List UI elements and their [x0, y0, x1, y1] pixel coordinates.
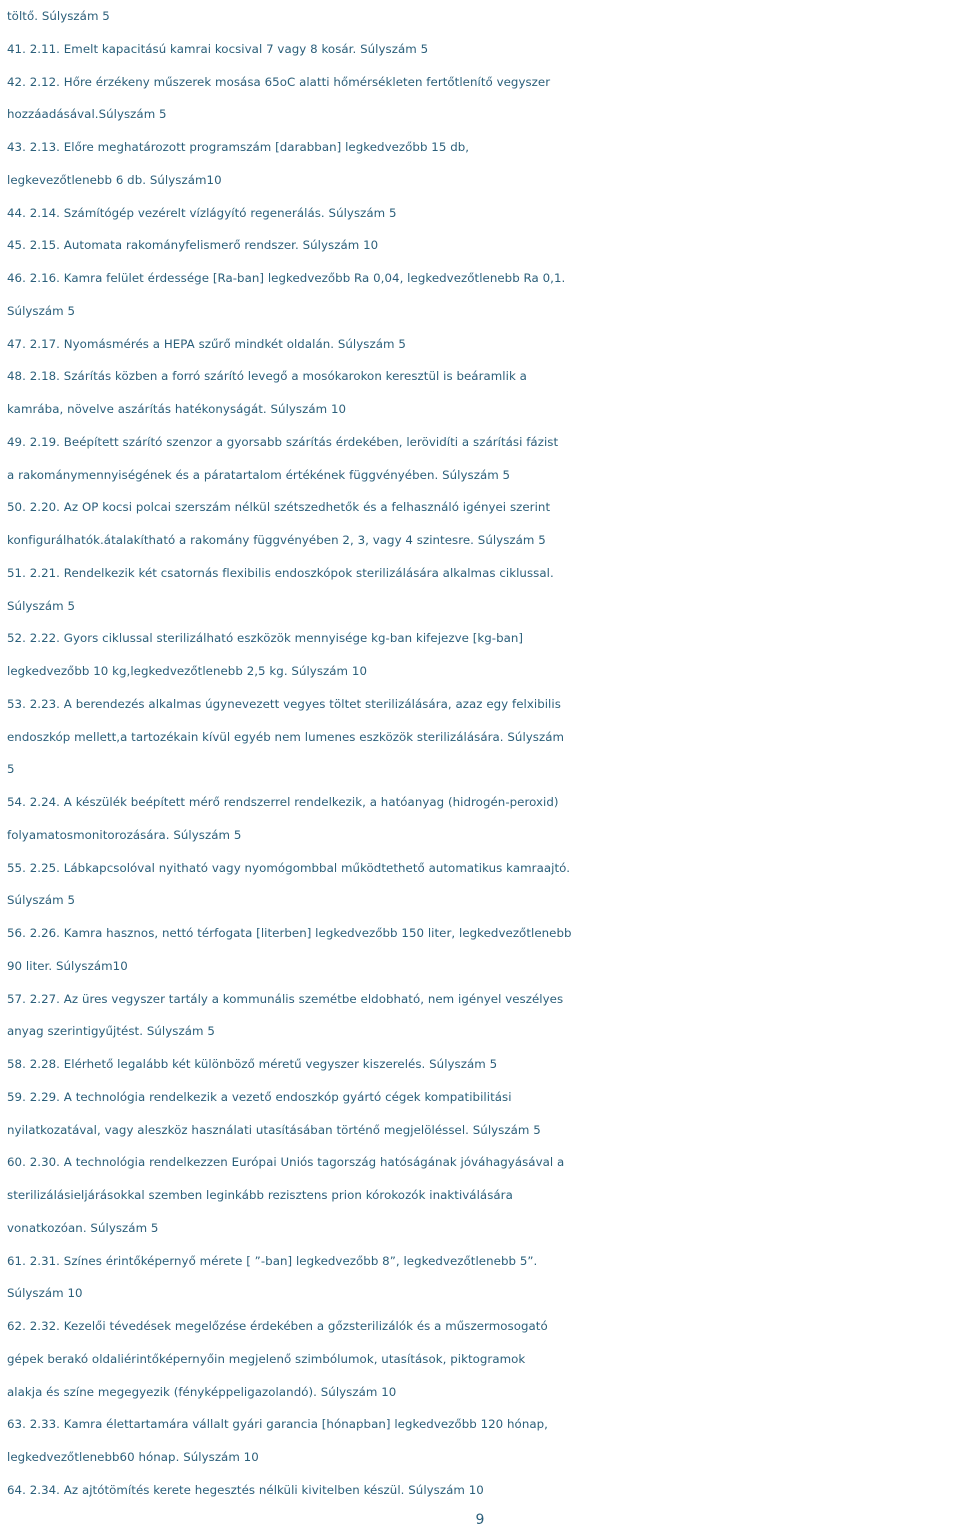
- text-line: 43. 2.13. Előre meghatározott programszám [darabban] legkedvezőbb 15 db,: [7, 140, 470, 154]
- text-line: gépek berakó oldaliérintőképernyőin megjelenő szimbólumok, utasítások, piktogramok: [7, 1351, 526, 1366]
- text-line: 63. 2.33. Kamra élettartamára vállalt gyári garancia [hónapban] legkedvezőbb 120 hónap,: [7, 1417, 548, 1432]
- text-line: legkedvezőbb 10 kg,legkedvezőtlenebb 2,5 kg. Súlyszám 10: [7, 664, 368, 678]
- text-line: 46. 2.16. Kamra felület érdessége [Ra-ban] legkedvezőbb Ra 0,04, legkedvezőtlenebb Ra 0,1.: [7, 271, 566, 285]
- text-line: a rakománymennyiségének és a páratartalom értékének függvényében. Súlyszám 5: [7, 467, 511, 482]
- text-line: 54. 2.24. A készülék beépített mérő rendszerrel rendelkezik, a hatóanyag (hidrogén-peroxid): [7, 795, 559, 809]
- text-line: 41. 2.11. Emelt kapacitású kamrai kocsival 7 vagy 8 kosár. Súlyszám 5: [7, 41, 429, 56]
- text-line: konfigurálhatók.átalakítható a rakomány függvényében 2, 3, vagy 4 szintesre. Súlyszám 5: [7, 533, 546, 547]
- text-line: 59. 2.29. A technológia rendelkezik a vezető endoszkóp gyártó cégek kompatibilitási: [7, 1089, 512, 1104]
- text-line: anyag szerintigyűjtést. Súlyszám 5: [7, 1024, 215, 1039]
- text-line: töltő. Súlyszám 5: [7, 9, 110, 23]
- text-line: hozzáadásával.Súlyszám 5: [7, 107, 167, 122]
- text-line: 48. 2.18. Szárítás közben a forró szárító levegő a mosókarokon keresztül is beáramlik a: [7, 369, 527, 384]
- text-line: 62. 2.32. Kezelői tévedések megelőzése érdekében a gőzsterilizálók és a műszermosogató: [7, 1319, 548, 1333]
- text-line: legkedvezőtlenebb60 hónap. Súlyszám 10: [7, 1450, 259, 1464]
- text-line: 55. 2.25. Lábkapcsolóval nyitható vagy nyomógombbal működtethető automatikus kamraajtó.: [7, 860, 570, 875]
- text-line: 90 liter. Súlyszám10: [7, 958, 128, 973]
- document-body: [7, 0, 959, 1507]
- text-line: 49. 2.19. Beépített szárító szenzor a gyorsabb szárítás érdekében, lerövidíti a szárítási fázist: [7, 434, 559, 449]
- text-line: 64. 2.34. Az ajtótömítés kerete hegesztés nélküli kivitelben készül. Súlyszám 10: [7, 1482, 484, 1497]
- text-line: nyilatkozatával, vagy aleszköz használati utasításában történő megjelöléssel. Súlyszám 5: [7, 1122, 541, 1137]
- page-number: 9: [475, 1512, 485, 1528]
- text-line: 58. 2.28. Elérhető legalább két különböző méretű vegyszer kiszerelés. Súlyszám 5: [7, 1057, 498, 1071]
- text-line: Súlyszám 5: [7, 598, 76, 613]
- text-line: legkevezőtlenebb 6 db. Súlyszám10: [7, 172, 222, 187]
- text-line: folyamatosmonitorozására. Súlyszám 5: [7, 827, 242, 842]
- text-line: 5: [7, 762, 15, 777]
- text-line: 56. 2.26. Kamra hasznos, nettó térfogata [literben] legkedvezőbb 150 liter, legkedvezőtlenebb: [7, 926, 572, 940]
- text-line: 45. 2.15. Automata rakományfelismerő rendszer. Súlyszám 10: [7, 238, 379, 253]
- text-line: Súlyszám 5: [7, 893, 76, 908]
- text-line: 51. 2.21. Rendelkezik két csatornás flexibilis endoszkópok sterilizálására alkalmas ciklussal.: [7, 565, 554, 580]
- text-line: vonatkozóan. Súlyszám 5: [7, 1220, 159, 1235]
- text-line: alakja és színe megegyezik (fényképpeligazolandó). Súlyszám 10: [7, 1384, 397, 1399]
- text-line: 60. 2.30. A technológia rendelkezzen Európai Uniós tagország hatóságának jóváhagyásával a: [7, 1155, 565, 1170]
- text-line: 57. 2.27. Az üres vegyszer tartály a kommunális szemétbe eldobható, nem igényel veszélyes: [7, 991, 564, 1006]
- text-line: Súlyszám 5: [7, 303, 76, 318]
- text-line: 42. 2.12. Hőre érzékeny műszerek mosása 65oC alatti hőmérsékleten fertőtlenítő vegyszer: [7, 74, 551, 89]
- text-line: 47. 2.17. Nyomásmérés a HEPA szűrő mindkét oldalán. Súlyszám 5: [7, 336, 406, 351]
- text-line: 61. 2.31. Színes érintőképernyő mérete [ ”-ban] legkedvezőbb 8”, legkedvezőtlenebb 5”.: [7, 1253, 538, 1268]
- text-line: 52. 2.22. Gyors ciklussal sterilizálható eszközök mennyisége kg-ban kifejezve [kg-ban]: [7, 631, 524, 646]
- text-line: sterilizálásieljárásokkal szemben leginkább rezisztens prion kórokozók inaktiválására: [7, 1188, 513, 1202]
- text-line: 44. 2.14. Számítógép vezérelt vízlágyító regenerálás. Súlyszám 5: [7, 205, 397, 220]
- text-line: 53. 2.23. A berendezés alkalmas úgynevezett vegyes töltet sterilizálására, azaz egy felxibilis: [7, 696, 561, 711]
- text-line: endoszkóp mellett,a tartozékain kívül egyéb nem lumenes eszközök sterilizálására. Súlyszám: [7, 729, 565, 744]
- text-line: kamrába, növelve aszárítás hatékonyságát. Súlyszám 10: [7, 402, 347, 416]
- text-line: 50. 2.20. Az OP kocsi polcai szerszám nélkül szétszedhetők és a felhasználó igényei szerint: [7, 500, 551, 515]
- text-line: Súlyszám 10: [7, 1286, 83, 1301]
